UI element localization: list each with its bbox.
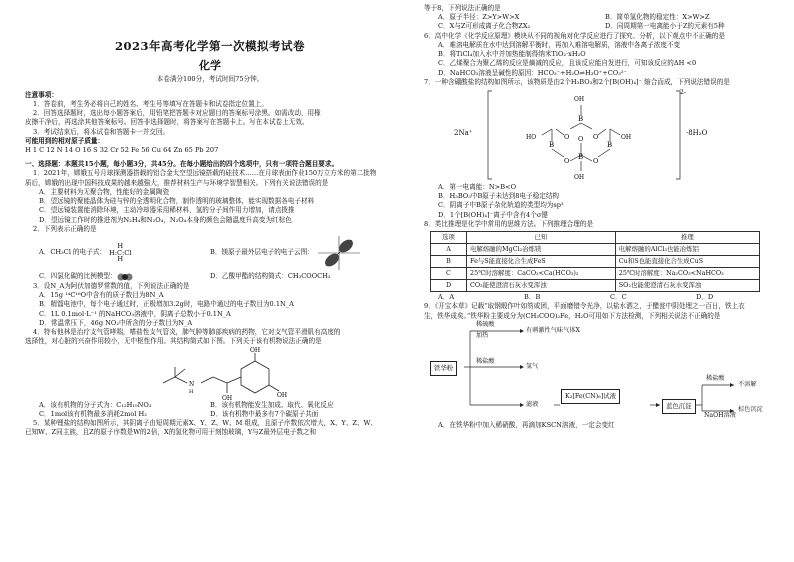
q5-stem-cont: 等于8，下列说法正确的是 <box>424 4 501 12</box>
note-2: 2．回答选择题时，选出每小题答案后，用铅笔把答题卡对应题目的答案标号涂黑。如需改动，用橡 <box>33 109 321 118</box>
q8-cell: A <box>431 244 467 256</box>
q6-option-d: D．NaHCO₃溶液呈碱性的原因：HCO₃⁻+H₂O⇌H₃O⁺+CO₃²⁻ <box>438 68 627 77</box>
q5-option-c: C．X与Z可形成离子化合物ZX₂ <box>438 22 531 31</box>
table-row <box>431 280 760 292</box>
q9-stem-2: 生，铁华成矣。”铁华粉主要成分为(CH₃COO)₂Fe，H₂O可用如下方法检测，下列相关说法不正确的是 <box>424 311 721 320</box>
q7-option-c: C．阴离子中B原子杂化轨道的类型均为sp³ <box>438 201 564 210</box>
flow-insoluble: 不溶解 <box>738 380 757 388</box>
anion-charge: 2- <box>680 88 686 96</box>
flow-blue-box: 蓝色沉淀 <box>662 399 696 414</box>
q2-row-cd <box>25 272 395 282</box>
svg-text:OH: OH <box>250 346 261 354</box>
q3-option-a: A．15g ¹⁴C¹⁶O中含有的质子数目为8N_A <box>39 291 164 300</box>
atomic-heading: 可能用到的相对原子质量： <box>25 136 105 145</box>
q8-cell: Cu和S也能直接化合生成CuS <box>615 256 759 268</box>
q6-stem: 6．高中化学《化学反应原理》模块从不同的视角对化学反应进行了探究、分析，以下观点中不正确的是 <box>424 31 725 40</box>
q9-stem-1: 9．《开宝本草》记载“取钢煅作叶如笏或团，平面磨错令光净，以盐水洒之，于醋瓮中阴处埋之一百日，铁上衣 <box>424 302 745 311</box>
q4-stem-1: 4．特布他林是治疗支气管哮喘，嗜盐性支气管炎，肺气肿等肺部疾病的药物，它对支气管平滑肌有高度的 <box>33 328 341 337</box>
q8-cell: 电解熔融的AlCl₃也能冶炼铝 <box>615 244 759 256</box>
table-row <box>431 244 760 256</box>
flow-hcl: 稀盐酸 <box>476 357 495 365</box>
q2-option-b-text: B．镁原子最外层电子的电子云图： <box>210 248 314 257</box>
q3-option-c: C．1L 0.1mol·L⁻¹ 的NaHCO₃溶液中，阴离子总数小于0.1N_A <box>39 309 231 318</box>
q7-stem: 7．一种含硼酸盐的结构如图所示，该物质是由2个H₃BO₃和2个[B(OH)₄]⁻ 缩合而成，下列说法错误的是 <box>424 77 730 86</box>
svg-text:OH: OH <box>222 394 233 401</box>
q2-option-d: D．乙酸甲酯的结构简式：CH₃COOCH₃ <box>210 271 331 280</box>
q6-option-c: C．乙烯聚合为聚乙烯的反应是熵减的反应，且该反应能自发进行，可知该反应的ΔH <0 <box>438 59 697 68</box>
q5-option-b: B．简单氢化物的稳定性：X>W>Z <box>605 13 710 22</box>
q2-row-ab <box>25 234 395 272</box>
q8-table <box>430 231 760 292</box>
flow-reagent-box: K₃[Fe(CN)₆]试液 <box>561 389 620 404</box>
q4-option-c: C．1mol该有机物最多消耗2mol H₂ <box>39 409 147 418</box>
q2-option-c <box>25 272 210 282</box>
q8-answer-c: C．C <box>610 293 627 302</box>
ch3cl-electron-formula: H H:C:Cl H <box>109 242 132 264</box>
atomic-values: H 1 C 12 N 14 O 16 S 32 Cr 52 Fe 56 Cu 64 Zn 65 Pb 207 <box>25 146 219 155</box>
q2-option-c-text: C．四氯化碳的比例模型： <box>39 272 117 281</box>
q2-option-b <box>210 234 395 272</box>
q4-stem-2: 选择性，对心脏的兴奋作用较小，无中枢性作用。其结构简式如下图。下列关于该有机物说法正确的是 <box>25 337 322 346</box>
q7-option-d: D．1个[B(OH)₄]⁻离子中含有4个σ键 <box>438 210 548 219</box>
q5-option-a: A．原子半径：Z>Y>W>X <box>438 13 520 22</box>
q2-stem: 2．下列表示正确的是 <box>33 224 97 233</box>
left-column <box>25 4 395 560</box>
q8-cell: C <box>431 268 467 280</box>
q3-option-b: B．精馏电池中，每个电子通过时，正极增加3.2g时，电路中通过的电子数目为0.1N_A <box>39 300 294 309</box>
q8-answer-d: D．D <box>696 293 714 302</box>
oxygen-bl: O <box>564 156 570 165</box>
q8-answer-a: A．A <box>438 293 455 302</box>
svg-text:H: H <box>189 388 194 395</box>
q4-option-b: B．该有机物能发生加成、取代、氧化反应 <box>210 400 334 409</box>
q8-col-inference: 推理 <box>615 232 759 244</box>
q8-cell: B <box>431 256 467 268</box>
q4-option-a: A．该有机物的分子式为：C₁₂H₁₉NO₃ <box>39 400 152 409</box>
section1-heading: 一、选择题：本题共15小题，每小题3分，共45分。在每小题给出的四个选项中，只有一项符合题目要求。 <box>25 160 339 169</box>
q8-cell: SO₂也能使澄清石灰水变浑浊 <box>615 280 759 292</box>
boron-right: B <box>607 140 613 149</box>
flow-filtrate: 滤液 <box>526 400 539 408</box>
right-column <box>424 4 786 560</box>
q8-col-option: 选项 <box>431 232 467 244</box>
note-1: 1．答卷前，考生务必将自己的姓名、考生号等填写在答题卡和试卷指定位置上。 <box>33 99 268 108</box>
ccl4-model-icon <box>117 272 133 282</box>
oxygen-center: O <box>578 134 584 143</box>
q9-flowchart <box>424 321 786 421</box>
notes-heading: 注意事项： <box>25 90 58 99</box>
oxygen-right: O <box>593 132 599 141</box>
exam-title: 2023年高考化学第一次模拟考试卷 <box>114 39 305 53</box>
ch3cl-formula-text: H:C:Cl <box>109 248 132 257</box>
ho-left: HO <box>526 133 537 141</box>
flow-start-box: 铁华粉 <box>430 361 457 376</box>
q8-answer-b: B．B <box>524 293 541 302</box>
q5-row-ab <box>424 13 786 22</box>
q2-option-a-text: A．CH₃Cl 的电子式： <box>39 248 107 257</box>
q5-option-d: D．同周期第一电离能小于Z的元素有5种 <box>605 22 725 31</box>
q3-stem: 3．设N_A为阿伏加德罗常数的值，下列说法正确的是 <box>33 281 190 290</box>
q8-answer-row <box>424 293 786 302</box>
flow-acid1: 稀硫酸 <box>476 320 495 328</box>
boron-top: B <box>578 114 584 123</box>
q8-cell: 25℃时溶解度：CaCO₃<Ca(HCO₃)₂ <box>467 268 616 280</box>
q1-option-b: B．望远镜的聚能晶体为硅与锌的全透明化合物，制作透明的玻璃整体，能实现数据各电子材料 <box>39 197 315 206</box>
flow-brown: 棕色沉淀 <box>738 405 763 413</box>
q6-option-b: B．将TiCl₄加入水中并加热能制得纳米TiO₂·xH₂O <box>438 50 586 59</box>
flow-hcl2: 稀盐酸 <box>706 374 725 382</box>
q7-option-a: A．第一电离能：N>B<O <box>438 182 516 191</box>
q4-option-d: D．该有机物中最多有7个碳原子共面 <box>210 409 319 418</box>
subject-title: 化学 <box>199 59 221 73</box>
flow-gas-x: 有刺激性气味气体X <box>526 326 580 334</box>
q8-cell: CO₂能使澄清石灰水变浑浊 <box>467 280 616 292</box>
note-3: 3．考试结束后，将本试卷和答题卡一并交回。 <box>33 127 170 136</box>
q1-stem-1: 1．2021年，嫦娥五号月球探测器搭载的铝合金太空望远镜搭载的硅技术……在月球表面作业150万立方米的第二批物 <box>33 169 377 178</box>
q3-option-d: D．常温常压下，46g NO₂中所含的分子数目为N_A <box>39 318 193 327</box>
q8-cell: 电解熔融的MgCl₂冶炼镁 <box>467 244 616 256</box>
q8-cell: D <box>431 280 467 292</box>
note-2-cont: 皮擦干净后，再选涂其他答案标号。回答非选择题时，将答案写在答题卡上。写在本试卷上无效。 <box>25 118 309 127</box>
q1-option-a: A．主要材料为无聚合物，性能好的金属陶瓷 <box>39 187 170 196</box>
table-row <box>431 256 760 268</box>
score-time: 本卷满分100分，考试时间75分钟。 <box>156 75 264 84</box>
oh-bottom: OH <box>574 173 585 181</box>
q4-row-cd <box>25 410 395 419</box>
flow-h2: 氢气 <box>526 362 539 370</box>
flow-naoh: NaOH溶液 <box>704 411 736 419</box>
boron-bottom: B <box>578 152 584 161</box>
q9-option-a: A．在铁华粉中加入稀硝酸，再滴加KSCN溶液，一定会变红 <box>438 420 615 429</box>
q5-row-cd <box>424 22 786 31</box>
terbutaline-structure-icon <box>105 347 305 401</box>
q5-stem-2: 已知W、Z同主族，且Z的原子序数是W的2倍，X的氢化物可用于刻蚀玻璃，Y与Z最外层电子数之和 <box>25 428 317 437</box>
q1-option-d: D．望远镜工作时的推进剂为N₂H₄和N₂O₄，N₂O₄本身的颜色会随温度升高变为红棕色 <box>39 215 292 224</box>
q5-stem-1: 5．某种锂盐的结构如图所示，其阴离子由短周期元素X、Y、Z、W、M 组成，且原子序数依次增大，X、Y、Z、W、 <box>33 418 377 427</box>
q8-cell: 25℃时溶解度：Na₂CO₃<NaHCO₃ <box>615 268 759 280</box>
boron-left: B <box>549 140 555 149</box>
q2-option-a <box>25 243 210 264</box>
sodium-ion-label: 2Na⁺ <box>454 128 473 137</box>
svg-text:OH: OH <box>277 391 288 399</box>
q7-option-b: B．H₃BO₃中B原子未达到8电子稳定结构 <box>438 192 560 201</box>
hydrate-label: ·8H₂O <box>686 128 708 137</box>
svg-text:N: N <box>189 380 195 388</box>
q4-row-ab <box>25 401 395 410</box>
flow-heat: 加热 <box>476 331 489 339</box>
q8-col-known: 已知 <box>467 232 616 244</box>
q8-cell: Fe与S能直接化合生成FeS <box>467 256 616 268</box>
oh-right: OH <box>621 133 632 141</box>
oh-top: OH <box>574 95 585 103</box>
electron-cloud-icon <box>314 234 364 272</box>
table-row <box>431 268 760 280</box>
q6-option-a: A．难溶电解质在水中达到溶解平衡时，再加入难溶电解质，溶液中各离子浓度不变 <box>438 40 681 49</box>
q1-option-c: C．望远镜装置能消除环境，主动冷却器采用稀材料，氢的分子间作用力增加，请点拨推 <box>39 206 295 215</box>
oxygen-left: O <box>564 132 570 141</box>
q1-stem-2: 质后，嫦娥的出现中国科技成果的越来越强大，推荐材料生产与环境学智慧相关。下列有关说法错误的是 <box>25 178 329 187</box>
terbutaline-structure <box>25 347 395 401</box>
q8-stem: 8．类比推理是化学中常用的思维方法。下列推理合理的是 <box>424 219 594 228</box>
borate-ring-icon <box>484 87 684 183</box>
oxygen-br: O <box>593 156 599 165</box>
q8-table-header <box>431 232 760 244</box>
borate-structure <box>424 87 786 183</box>
